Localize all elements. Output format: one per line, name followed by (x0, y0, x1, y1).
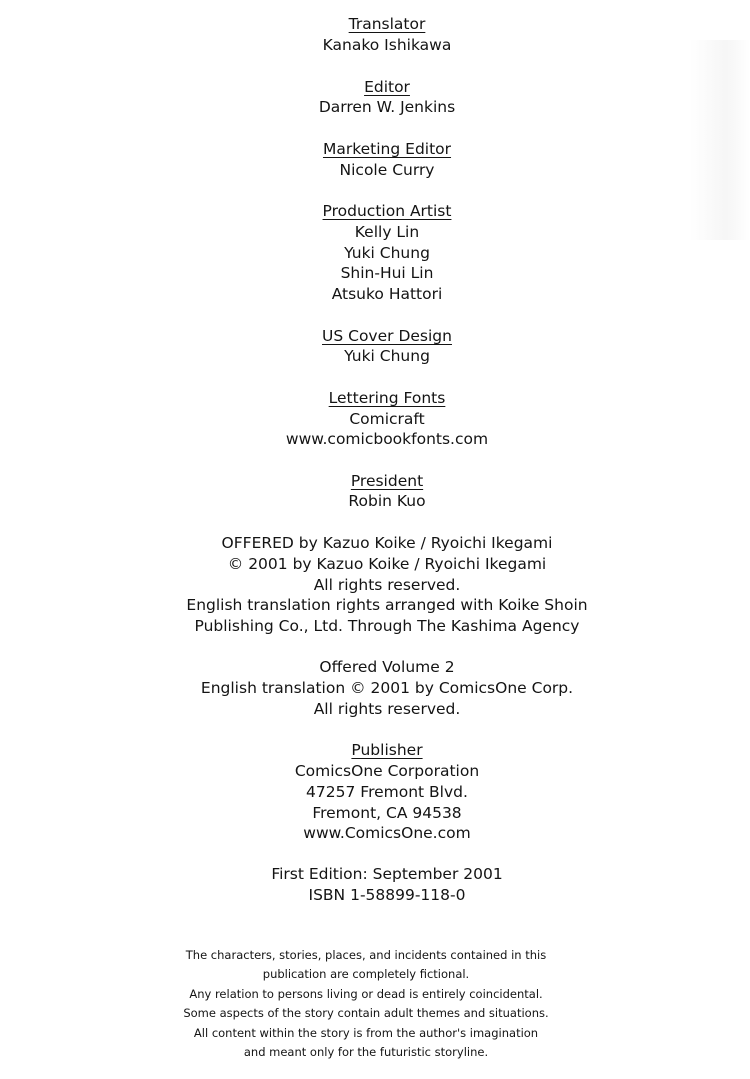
production-name: Atsuko Hattori (331, 285, 443, 303)
production-name: Shin-Hui Lin (340, 264, 434, 282)
rights-line: All rights reserved. (313, 576, 461, 594)
rights-line: © 2001 by Kazuo Koike / Ryoichi Ikegami (227, 555, 547, 573)
disclaimer-line: The characters, stories, places, and incidents contained in this (185, 948, 547, 962)
cover-name: Yuki Chung (344, 347, 430, 365)
publisher-heading: Publisher (351, 741, 423, 759)
lettering-name: Comicraft (349, 410, 425, 428)
rights-line: OFFERED by Kazuo Koike / Ryoichi Ikegami (221, 534, 553, 552)
marketing-name: Nicole Curry (339, 161, 435, 179)
lettering-heading: Lettering Fonts (328, 389, 446, 407)
lettering-url: www.comicbookfonts.com (285, 430, 489, 448)
publisher-line: 47257 Fremont Blvd. (306, 783, 468, 801)
production-name: Kelly Lin (354, 223, 420, 241)
edition-line: First Edition: September 2001 (271, 865, 503, 883)
translator-name: Kanako Ishikawa (322, 36, 452, 54)
president-heading: President (350, 472, 424, 490)
publisher-line: Fremont, CA 94538 (312, 804, 462, 822)
disclaimer-line: Any relation to persons living or dead is entirely coincidental. (189, 987, 543, 1001)
editor-heading: Editor (364, 78, 410, 96)
disclaimer-line: All content within the story is from the author's imagination (193, 1026, 539, 1040)
publisher-url: www.ComicsOne.com (303, 824, 471, 842)
marketing-heading: Marketing Editor (322, 140, 452, 158)
president-name: Robin Kuo (348, 492, 426, 510)
publisher-line: ComicsOne Corporation (294, 762, 480, 780)
production-name: Yuki Chung (344, 244, 430, 262)
disclaimer-line: and meant only for the futuristic storyline. (243, 1045, 489, 1059)
editor-name: Darren W. Jenkins (318, 98, 456, 116)
rights-line: Publishing Co., Ltd. Through The Kashima Agency (194, 617, 580, 635)
isbn-line: ISBN 1-58899-118-0 (308, 886, 466, 904)
volume-line: All rights reserved. (313, 700, 461, 718)
disclaimer-line: Some aspects of the story contain adult themes and situations. (183, 1006, 549, 1020)
cover-heading: US Cover Design (322, 327, 452, 345)
volume-line: English translation © 2001 by ComicsOne Corp. (200, 679, 574, 697)
translator-heading: Translator (348, 15, 426, 33)
disclaimer-line: publication are completely fictional. (262, 967, 470, 981)
volume-line: Offered Volume 2 (319, 658, 455, 676)
rights-line: English translation rights arranged with Koike Shoin (186, 596, 588, 614)
production-heading: Production Artist (322, 202, 452, 220)
